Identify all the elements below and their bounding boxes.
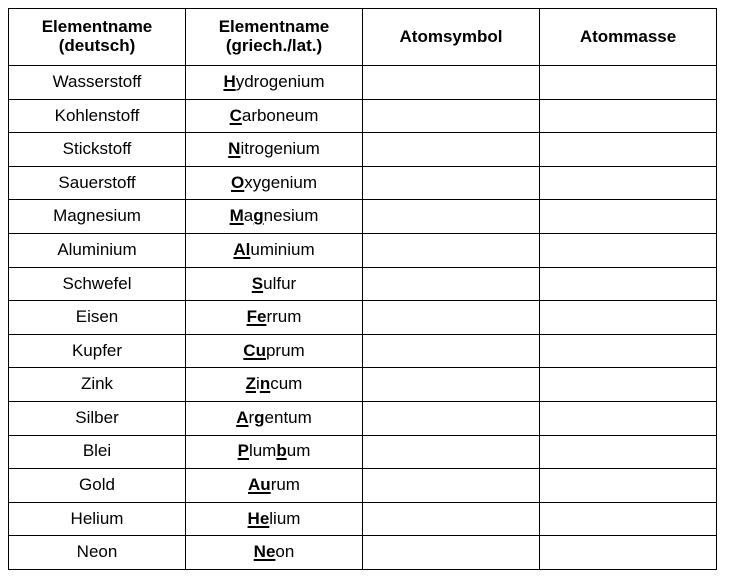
symbol-letters: Z [245,374,257,394]
german-name-cell: Blei [9,435,186,469]
name-letters: lum [248,441,277,461]
header-latin-name [186,9,363,66]
symbol-letters: A [236,407,249,427]
name-letters: i [256,374,260,394]
name-letters: entum [264,407,312,427]
header-german-name-line1: Elementname [41,17,153,37]
latin-name-cell [186,233,363,267]
elements-table [8,8,717,570]
latin-name-cell [186,334,363,368]
atomic-symbol-cell[interactable] [363,368,540,402]
table-row [9,166,717,200]
german-name-cell: Helium [9,502,186,536]
latin-name-cell [186,301,363,335]
atomic-symbol-cell[interactable] [363,99,540,133]
table-row [9,66,717,100]
atomic-symbol-cell[interactable] [363,233,540,267]
table-row [9,200,717,234]
name-letters: ulfur [263,273,297,293]
table-row [9,301,717,335]
name-letters: a [243,206,254,226]
name-letters: prum [265,340,305,360]
german-name-cell: Aluminium [9,233,186,267]
header-latin-name-line1: Elementname [218,17,330,37]
atomic-symbol-cell[interactable] [363,166,540,200]
symbol-letters: S [251,273,264,293]
latin-name-cell [186,401,363,435]
header-latin-name-line2: (griech./lat.) [225,36,323,55]
symbol-letters: H [223,71,236,91]
german-name-cell: Kohlenstoff [9,99,186,133]
german-name-cell: Magnesium [9,200,186,234]
latin-name-cell [186,435,363,469]
name-letters: r [248,407,255,427]
latin-name-cell [186,133,363,167]
table-row [9,133,717,167]
table-row [9,435,717,469]
symbol-letters: P [237,441,249,461]
table-row [9,469,717,503]
atomic-symbol-cell[interactable] [363,267,540,301]
symbol-letters: b [276,441,287,461]
symbol-letters: He [247,508,270,528]
atomic-mass-cell[interactable] [540,99,717,133]
name-letters: nesium [263,206,319,226]
atomic-symbol-cell[interactable] [363,133,540,167]
atomic-mass-cell[interactable] [540,133,717,167]
name-letters: uminium [250,239,315,259]
symbol-letters: n [259,374,271,394]
name-letters: cum [270,374,303,394]
atomic-mass-cell[interactable] [540,166,717,200]
atomic-symbol-cell[interactable] [363,502,540,536]
symbol-letters: Cu [243,340,266,360]
atomic-mass-cell[interactable] [540,267,717,301]
symbol-letters: g [253,206,264,226]
name-letters: itrogenium [240,139,320,159]
german-name-cell: Schwefel [9,267,186,301]
atomic-symbol-cell[interactable] [363,66,540,100]
atomic-symbol-cell[interactable] [363,301,540,335]
symbol-letters: M [229,206,244,226]
german-name-cell: Sauerstoff [9,166,186,200]
table-row [9,536,717,570]
symbol-letters: Al [233,239,251,259]
header-atomic-symbol: Atomsymbol [363,9,540,66]
atomic-mass-cell[interactable] [540,368,717,402]
latin-name-cell [186,200,363,234]
table-body [9,66,717,570]
name-letters: rrum [266,307,302,327]
table-row [9,368,717,402]
name-letters: ydrogenium [235,71,325,91]
atomic-mass-cell[interactable] [540,469,717,503]
table-row [9,99,717,133]
name-letters: rum [270,475,300,495]
latin-name-cell [186,66,363,100]
latin-name-cell [186,267,363,301]
german-name-cell: Eisen [9,301,186,335]
header-german-name-line2: (deutsch) [58,36,136,55]
german-name-cell: Neon [9,536,186,570]
table-row [9,502,717,536]
header-row [9,9,717,66]
table-row [9,334,717,368]
symbol-letters: Ne [253,542,276,562]
german-name-cell: Wasserstoff [9,66,186,100]
table-row [9,401,717,435]
table-row [9,267,717,301]
latin-name-cell [186,469,363,503]
atomic-mass-cell[interactable] [540,301,717,335]
atomic-symbol-cell[interactable] [363,401,540,435]
german-name-cell: Silber [9,401,186,435]
atomic-mass-cell[interactable] [540,435,717,469]
atomic-mass-cell[interactable] [540,334,717,368]
header-german-name [9,9,186,66]
name-letters: on [275,542,295,562]
symbol-letters: g [254,407,265,427]
symbol-letters: N [228,139,241,159]
atomic-symbol-cell[interactable] [363,435,540,469]
latin-name-cell [186,502,363,536]
table-row [9,233,717,267]
symbol-letters: Fe [246,307,267,327]
symbol-letters: O [231,172,245,192]
symbol-letters: C [229,105,242,125]
symbol-letters: Au [248,475,271,495]
german-name-cell: Zink [9,368,186,402]
latin-name-cell [186,368,363,402]
atomic-mass-cell[interactable] [540,536,717,570]
name-letters: xygenium [244,172,317,192]
name-letters: arboneum [241,105,319,125]
name-letters: um [286,441,311,461]
name-letters: lium [269,508,301,528]
german-name-cell: Kupfer [9,334,186,368]
atomic-symbol-cell[interactable] [363,469,540,503]
atomic-symbol-cell[interactable] [363,536,540,570]
latin-name-cell [186,99,363,133]
atomic-mass-cell[interactable] [540,66,717,100]
atomic-mass-cell[interactable] [540,200,717,234]
latin-name-cell [186,166,363,200]
atomic-symbol-cell[interactable] [363,200,540,234]
german-name-cell: Gold [9,469,186,503]
header-atomic-mass: Atommasse [540,9,717,66]
german-name-cell: Stickstoff [9,133,186,167]
atomic-mass-cell[interactable] [540,233,717,267]
atomic-symbol-cell[interactable] [363,334,540,368]
atomic-mass-cell[interactable] [540,401,717,435]
latin-name-cell [186,536,363,570]
atomic-mass-cell[interactable] [540,502,717,536]
